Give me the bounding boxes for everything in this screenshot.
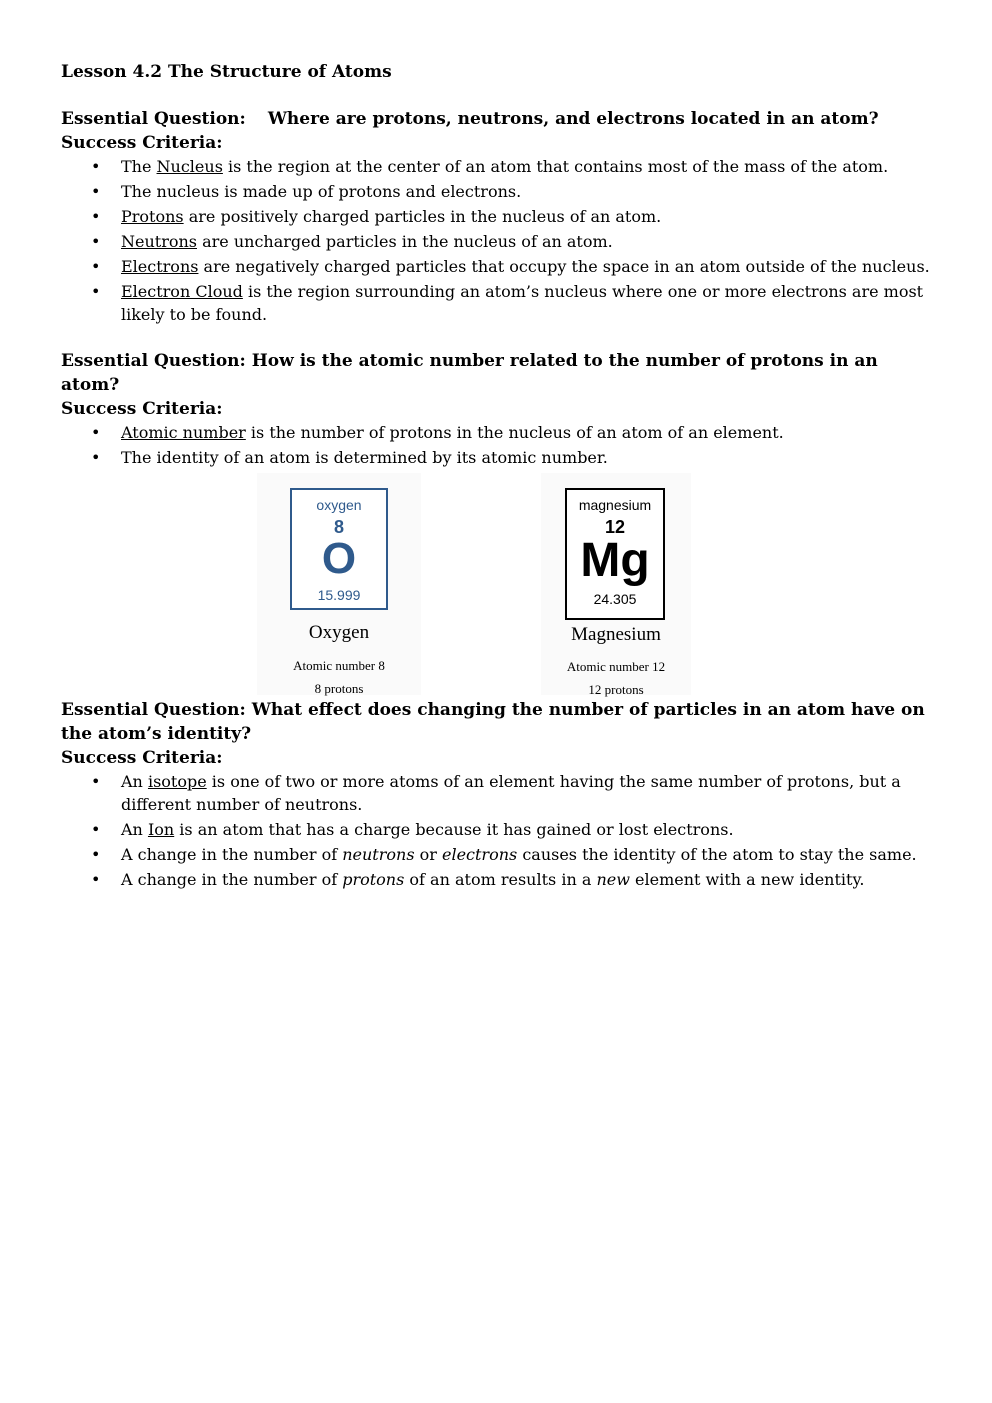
list-item: • A change in the number of neutrons or electrons causes the identity of the atom to stay the same. xyxy=(91,845,917,864)
list-item: • The Nucleus is the region at the center of an atom that contains most of the mass of the atom. xyxy=(91,157,889,176)
atomic-number-caption: Atomic number 8 xyxy=(293,658,385,673)
success-criteria-label: Success Criteria: xyxy=(61,748,223,768)
section-atomic-number xyxy=(61,349,931,698)
lesson-title: Lesson 4.2 The Structure of Atoms xyxy=(61,62,392,82)
list-item: • An isotope is one of two or more atoms of an element having the same number of protons, but a different number of neutrons. xyxy=(91,772,901,814)
list-item: • The identity of an atom is determined by its atomic number. xyxy=(91,448,608,467)
success-criteria-label: Success Criteria: xyxy=(61,399,223,419)
oxygen-card xyxy=(257,473,421,695)
list-item: • Electron Cloud is the region surrounding an atom’s nucleus where one or more electrons are most likely to be found. xyxy=(91,282,924,324)
atomic-number-caption: Atomic number 12 xyxy=(566,659,666,674)
element-symbol: Mg xyxy=(580,534,650,587)
oxygen-tile: oxygen 8 O 15.999 xyxy=(290,488,388,610)
element-name: Magnesium xyxy=(571,624,661,645)
bullet-icon: • xyxy=(91,820,101,839)
criteria-list xyxy=(61,770,931,891)
magnesium-tile: magnesium 12 Mg 24.305 xyxy=(565,488,665,620)
bullet-icon: • xyxy=(91,282,101,301)
term: Ion xyxy=(147,820,175,839)
bullet-icon: • xyxy=(91,232,101,251)
bullet-icon: • xyxy=(91,423,101,442)
element-name: Oxygen xyxy=(308,622,370,643)
term: Protons xyxy=(121,207,184,226)
term: Atomic number xyxy=(121,423,246,442)
list-item: • The nucleus is made up of protons and electrons. xyxy=(91,182,522,201)
term: Nucleus xyxy=(156,157,223,176)
bullet-icon: • xyxy=(91,157,101,176)
section-identity xyxy=(61,698,931,891)
essential-question: Essential Question: What effect does changing the number of particles in an atom have on the atom’s identity? xyxy=(61,700,925,744)
list-item: • An Ion is an atom that has a charge because it has gained or lost electrons. xyxy=(91,820,734,839)
bullet-icon: • xyxy=(91,448,101,467)
element-figure xyxy=(61,473,931,698)
bullet-icon: • xyxy=(91,182,101,201)
bullet-icon: • xyxy=(91,870,101,889)
term: Neutrons xyxy=(121,232,197,251)
essential-question: Essential Question: How is the atomic number related to the number of protons in an atom? xyxy=(61,351,878,395)
protons-caption: 12 protons xyxy=(588,682,644,697)
bullet-icon: • xyxy=(91,257,101,276)
document-page xyxy=(61,60,931,893)
bullet-icon: • xyxy=(91,207,101,226)
bullet-icon: • xyxy=(91,845,101,864)
section-location xyxy=(61,107,931,326)
bullet-icon: • xyxy=(91,772,101,791)
list-item: • Electrons are negatively charged particles that occupy the space in an atom outside of the nucleus. xyxy=(91,257,930,276)
protons-caption: 8 protons xyxy=(314,681,364,696)
essential-question: Essential Question: Where are protons, neutrons, and electrons located in an atom? xyxy=(61,109,879,129)
list-item: • Atomic number is the number of protons in the nucleus of an atom of an element. xyxy=(91,423,784,442)
criteria-list xyxy=(61,155,931,326)
term: Electron Cloud xyxy=(121,282,243,301)
criteria-list xyxy=(61,421,931,469)
magnesium-card xyxy=(541,473,691,695)
success-criteria-label: Success Criteria: xyxy=(61,133,223,153)
element-symbol: O xyxy=(321,534,357,583)
list-item: • A change in the number of protons of an atom results in a new element with a new identity. xyxy=(91,870,865,889)
list-item: • Neutrons are uncharged particles in the nucleus of an atom. xyxy=(91,232,613,251)
term: isotope xyxy=(147,772,207,791)
list-item: • Protons are positively charged particles in the nucleus of an atom. xyxy=(91,207,662,226)
term: Electrons xyxy=(121,257,199,276)
